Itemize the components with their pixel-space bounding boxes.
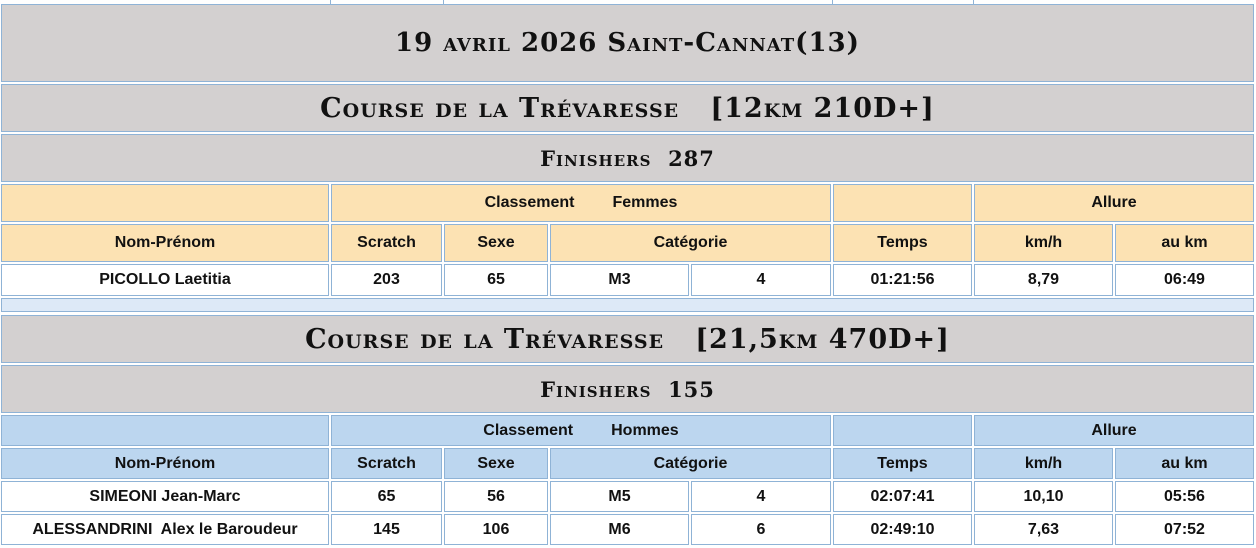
classement-label: Classement	[484, 194, 575, 211]
col-perkm-header: au km	[1115, 224, 1254, 262]
category: M5	[550, 481, 689, 512]
race2-group-blank	[1, 415, 329, 446]
race1-group-blank	[833, 184, 972, 222]
scratch-rank: 145	[331, 514, 442, 545]
classement-label: Classement	[483, 421, 574, 439]
race1-finishers: Finishers 287	[1, 134, 1254, 182]
col-kmh-header: km/h	[974, 224, 1113, 262]
col-kmh-header: km/h	[974, 448, 1113, 479]
sex-rank: 65	[444, 264, 548, 296]
col-category-header: Catégorie	[550, 448, 831, 479]
category-label: Hommes	[611, 421, 679, 439]
race1-classement-header	[331, 184, 831, 222]
col-name-header: Nom-Prénom	[1, 448, 329, 479]
race1-group-blank	[1, 184, 329, 222]
speed-kmh: 7,63	[974, 514, 1113, 545]
speed-kmh: 8,79	[974, 264, 1113, 296]
scratch-rank: 203	[331, 264, 442, 296]
category-rank: 4	[691, 264, 831, 296]
sex-rank: 106	[444, 514, 548, 545]
race1-allure-header: Allure	[974, 184, 1254, 222]
race2-classement-header	[331, 415, 831, 446]
category: M6	[550, 514, 689, 545]
runner-name: SIMEONI Jean-Marc	[1, 481, 329, 512]
col-time-header: Temps	[833, 448, 972, 479]
col-scratch-header: Scratch	[331, 224, 442, 262]
col-sexe-header: Sexe	[444, 224, 548, 262]
col-sexe-header: Sexe	[444, 448, 548, 479]
col-name-header: Nom-Prénom	[1, 224, 329, 262]
finish-time: 02:49:10	[833, 514, 972, 545]
race2-title: Course de la Trévaresse [21,5km 470D+]	[1, 315, 1254, 363]
race2-finishers: Finishers 155	[1, 365, 1254, 413]
section-separator	[1, 298, 1254, 312]
finish-time: 02:07:41	[833, 481, 972, 512]
event-title: 19 avril 2026 Saint-Cannat(13)	[1, 4, 1254, 82]
pace-per-km: 07:52	[1115, 514, 1254, 545]
category-rank: 4	[691, 481, 831, 512]
runner-name: PICOLLO Laetitia	[1, 264, 329, 296]
col-time-header: Temps	[833, 224, 972, 262]
pace-per-km: 05:56	[1115, 481, 1254, 512]
category-rank: 6	[691, 514, 831, 545]
race1-title: Course de la Trévaresse [12km 210D+]	[1, 84, 1254, 132]
race2-allure-header: Allure	[974, 415, 1254, 446]
category: M3	[550, 264, 689, 296]
scratch-rank: 65	[331, 481, 442, 512]
runner-name: ALESSANDRINI Alex le Baroudeur	[1, 514, 329, 545]
finish-time: 01:21:56	[833, 264, 972, 296]
pace-per-km: 06:49	[1115, 264, 1254, 296]
sex-rank: 56	[444, 481, 548, 512]
col-perkm-header: au km	[1115, 448, 1254, 479]
race2-group-blank	[833, 415, 972, 446]
col-scratch-header: Scratch	[331, 448, 442, 479]
col-category-header: Catégorie	[550, 224, 831, 262]
category-label: Femmes	[612, 194, 678, 211]
speed-kmh: 10,10	[974, 481, 1113, 512]
